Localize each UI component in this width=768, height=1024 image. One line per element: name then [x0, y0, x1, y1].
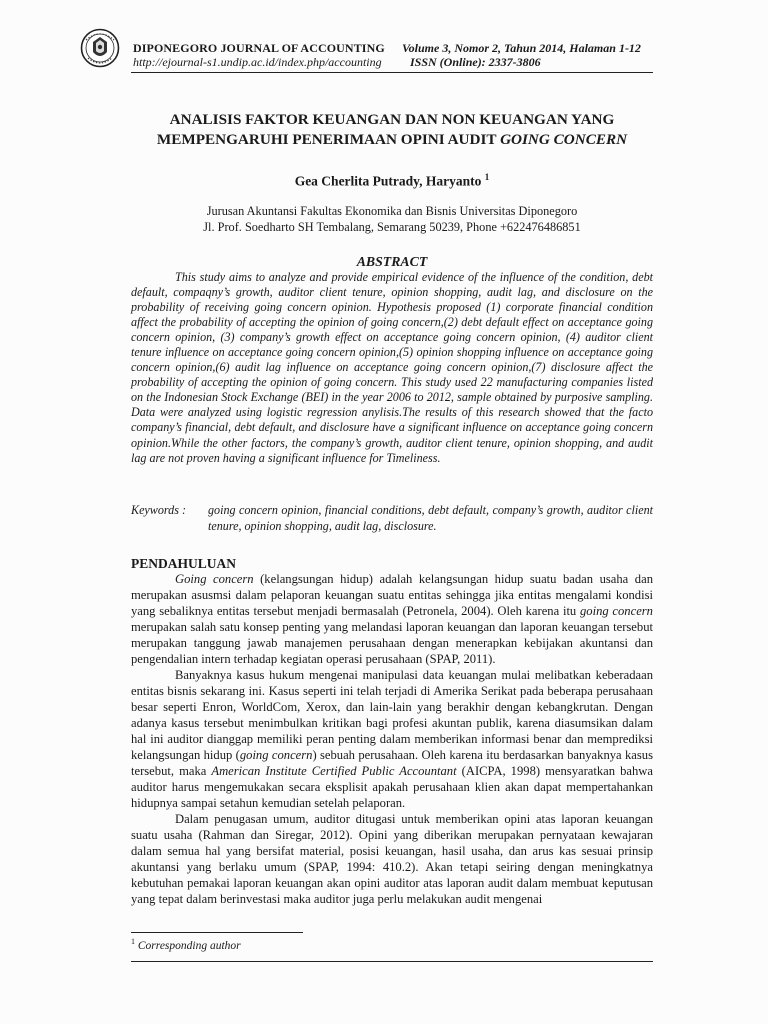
section-body [131, 571, 653, 907]
p1-term-2: going concern [579, 604, 653, 618]
abstract-text: This study aims to analyze and provide empirical evidence of the influence of the condition, debt default, compaqny’s growth, auditor client tenure, opinion shopping, audit lag, and disclosure on the probability of receiving going concern opinion. Hypothesis proposed (1) corporate financial condition affect the probability of accepting the opinion of going concern,(2) debt default effect on acceptance going concern opinion, (3) company’s growth effect on acceptance going concern opinion, (4) auditor client tenure influence on acceptance going concern opinion,(5) opinion shopping influence on acceptance going concern opinion,(6) audit lag influence on acceptance going concern opinion,(7) disclosure affect the probability of accepting the opinion of going concern. This study used 22 manufacturing companies listed on the Indonesian Stock Exchange (BEI) in the year 2006 to 2012, sample obtained by purposive sampling. Data were analyzed using logistic regression anylisis.The results of this research showed that the facto company’s financial, debt default, and disclosure have a significant influence on acceptance going concern opinion.While the other factors, the company’s growth, auditor client tenure, opinion shopping, and audit lag are not proven having a significant influence for Timeliness. [131, 270, 653, 465]
author-list [131, 172, 653, 190]
university-seal-logo [80, 26, 120, 72]
journal-name: DIPONEGORO JOURNAL OF ACCOUNTING [133, 41, 385, 55]
journal-url-link[interactable]: http://ejournal-s1.undip.ac.id/index.php/accounting [133, 55, 382, 69]
abstract-heading: ABSTRACT [356, 254, 428, 269]
volume-info: Volume 3, Nomor 2, Tahun 2014, Halaman 1-12 [402, 41, 641, 55]
paragraph-3: Dalam penugasan umum, auditor ditugasi untuk memberikan opini atas laporan keuangan suatu usaha (Rahman dan Siregar, 2012). Opini yang diberikan merupakan pernyataan kewajaran dalam semua hal yang bersifat material, posisi keuangan, hasil usaha, dan arus kas sesuai prinsip akuntansi yang berlaku umum (SPAP, 1994: 410.2). Akan tetapi seiring dengan meningkatnya kebutuhan pemakai laporan keuangan akan opini auditor atas laporan audit dalam membuat keputusan yang tepat dalam berinvestasi maka auditor juga perlu melakukan audit mengenai [131, 812, 653, 906]
p2-term-2: American Institute Certified Public Accountant [211, 764, 457, 778]
footnote-divider [131, 932, 303, 933]
keywords-label: Keywords : [131, 503, 186, 517]
p2-term-1: going concern [239, 748, 313, 762]
title-line-2 [131, 130, 653, 150]
paragraph-1 [131, 571, 653, 667]
title-line-2-italic: GOING CONCERN [500, 131, 628, 148]
title-line-1: ANALISIS FAKTOR KEUANGAN DAN NON KEUANGAN YANG [169, 111, 615, 128]
issn-info: ISSN (Online): 2337-3806 [410, 55, 541, 69]
p2-text-3: (AICPA, 1998) mensyaratkan bahwa auditor harus mengemukakan secara eksplisit apakah perusahaan klien akan dapat mempertahankan hidupnya sampai setahun kemudian setelah pelaporan. [131, 764, 653, 810]
author-footnote-marker: 1 [484, 172, 490, 182]
affiliation [131, 203, 653, 235]
p1-text-2: merupakan salah satu konsep penting yang melandasi laporan keuangan dan laporan keuangan tersebut merupakan tanggung jawab manajemen perusahaan dengan menerapkan kebijakan akuntansi dan pengendalian intern terhadap kegiatan operasi perusahaan (SPAP, 2011). [131, 620, 653, 666]
header-divider [131, 72, 653, 73]
footnote-text: Corresponding author [135, 939, 241, 952]
section-heading: PENDAHULUAN [131, 556, 237, 571]
affiliation-line-1: Jurusan Akuntansi Fakultas Ekonomika dan Bisnis Universitas Diponegoro [206, 204, 578, 218]
title-line-2-text: MEMPENGARUHI PENERIMAAN OPINI AUDIT [156, 131, 501, 148]
p2-text-2: ) sebuah perusahaan. Oleh karena itu berdasarkan banyaknya kasus tersebut, maka [131, 748, 653, 778]
footer-divider [131, 961, 653, 962]
p2-text-1: Banyaknya kasus hukum mengenai manipulasi data keuangan mulai melibatkan keberadaan entitas bisnis sekarang ini. Kasus seperti ini telah terjadi di Amerika Serikat pada beberapa perusahaan besar seperti Enron, WorldCom, Xerox, dan lain-lain yang berakhir dengan kebangkrutan. Dengan adanya kasus tersebut menimbulkan kritikan bagi profesi akuntan publik, karena diasumsikan dalam hal ini auditor dianggap memiliki peran penting dalam memberikan informasi benar dan memprediksi kelangsungan hidup ( [131, 668, 653, 762]
footnote [131, 937, 241, 952]
author-names: Gea Cherlita Putrady, Haryanto [294, 173, 485, 189]
footnote-marker: 1 [131, 937, 135, 946]
affiliation-line-2: Jl. Prof. Soedharto SH Tembalang, Semarang 50239, Phone +622476486851 [203, 220, 581, 234]
p1-term-1: Going concern [175, 572, 254, 586]
keywords-text: going concern opinion, financial conditions, debt default, company’s growth, auditor client tenure, opinion shopping, audit lag, disclosure. [208, 503, 653, 533]
paragraph-2 [131, 667, 653, 811]
paper-title [131, 110, 653, 150]
p1-text-1: (kelangsungan hidup) adalah kelangsungan hidup suatu badan usaha dan merupakan asusmsi dalam pelaporan keuangan suatu entitas sehingga jika entitas mengalami kondisi yang sebaliknya entitas tersebut menjadi bermasalah (Petronela, 2004). Oleh karena itu [131, 572, 653, 618]
